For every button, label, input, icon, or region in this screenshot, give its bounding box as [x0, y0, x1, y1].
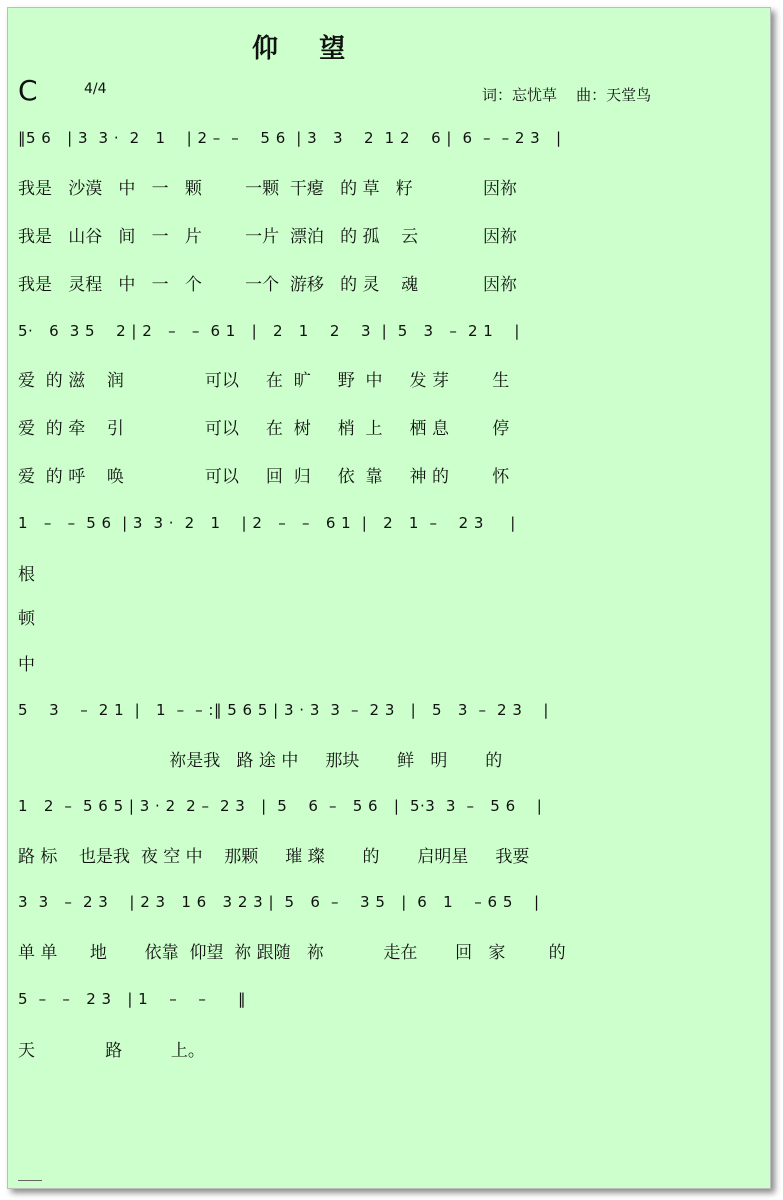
lyric-line: 爱 的 滋 润 可以 在 旷 野 中 发 芽 生	[18, 371, 510, 391]
key-signature: C	[18, 74, 38, 107]
music-line: ‖5 6 | 3 3 · 2 1 | 2 – – 5 6 | 3 3 2 1 2 6 | 6 – – 2 3 |	[18, 129, 562, 147]
lyric-line: 我是 灵程 中 一 个 一个 游移 的 灵 魂 因祢	[18, 275, 517, 295]
music-line: 5 3 – 2 1 | 1 – – :‖ 5 6 5 | 3 · 3 3 – 2 3 | 5 3 – 2 3 |	[18, 701, 549, 719]
song-title: 仰 望	[252, 34, 347, 64]
music-line: 5· 6 3 5 2 | 2 – – 6 1 | 2 1 2 3 | 5 3 – 2 1 |	[18, 322, 520, 340]
lyric-line: 祢是我 路 途 中 那块 鲜 明 的	[18, 751, 503, 771]
lyric-line: 单 单 地 依靠 仰望 祢 跟随 祢 走在 回 家 的	[18, 943, 566, 963]
time-signature: 4/4	[84, 81, 107, 97]
lyric-line: 顿	[18, 609, 35, 629]
lyric-line: 天 路 上。	[18, 1041, 205, 1061]
lyric-line: 爱 的 牵 引 可以 在 树 梢 上 栖 息 停	[18, 419, 510, 439]
lyric-line: 中	[18, 655, 35, 675]
music-line: 3 3 – 2 3 | 2 3 1 6 3 2 3 | 5 6 – 3 5 | 6 1 – 6 5 |	[18, 893, 540, 911]
lyric-line: 我是 沙漠 中 一 颗 一颗 干瘪 的 草 籽 因祢	[18, 179, 517, 199]
lyric-line: 根	[18, 565, 35, 585]
page-corner-mark	[18, 1180, 42, 1187]
music-line: 5 – – 2 3 | 1 – – ‖	[18, 990, 246, 1008]
music-line: 1 2 – 5 6 5 | 3 · 2 2 – 2 3 | 5 6 – 5 6 | 5·3 3 – 5 6 |	[18, 797, 543, 815]
lyric-line: 爱 的 呼 唤 可以 回 归 依 靠 神 的 怀	[18, 467, 510, 487]
sheet-page	[7, 7, 771, 1189]
lyric-line: 我是 山谷 间 一 片 一片 漂泊 的 孤 云 因祢	[18, 227, 517, 247]
music-line: 1 – – 5 6 | 3 3 · 2 1 | 2 – – 6 1 | 2 1 – 2 3 |	[18, 514, 516, 532]
credits: 词：忘忧草 曲：天堂鸟	[482, 86, 652, 104]
lyric-line: 路 标 也是我 夜 空 中 那颗 璀 璨 的 启明星 我要	[18, 847, 530, 867]
